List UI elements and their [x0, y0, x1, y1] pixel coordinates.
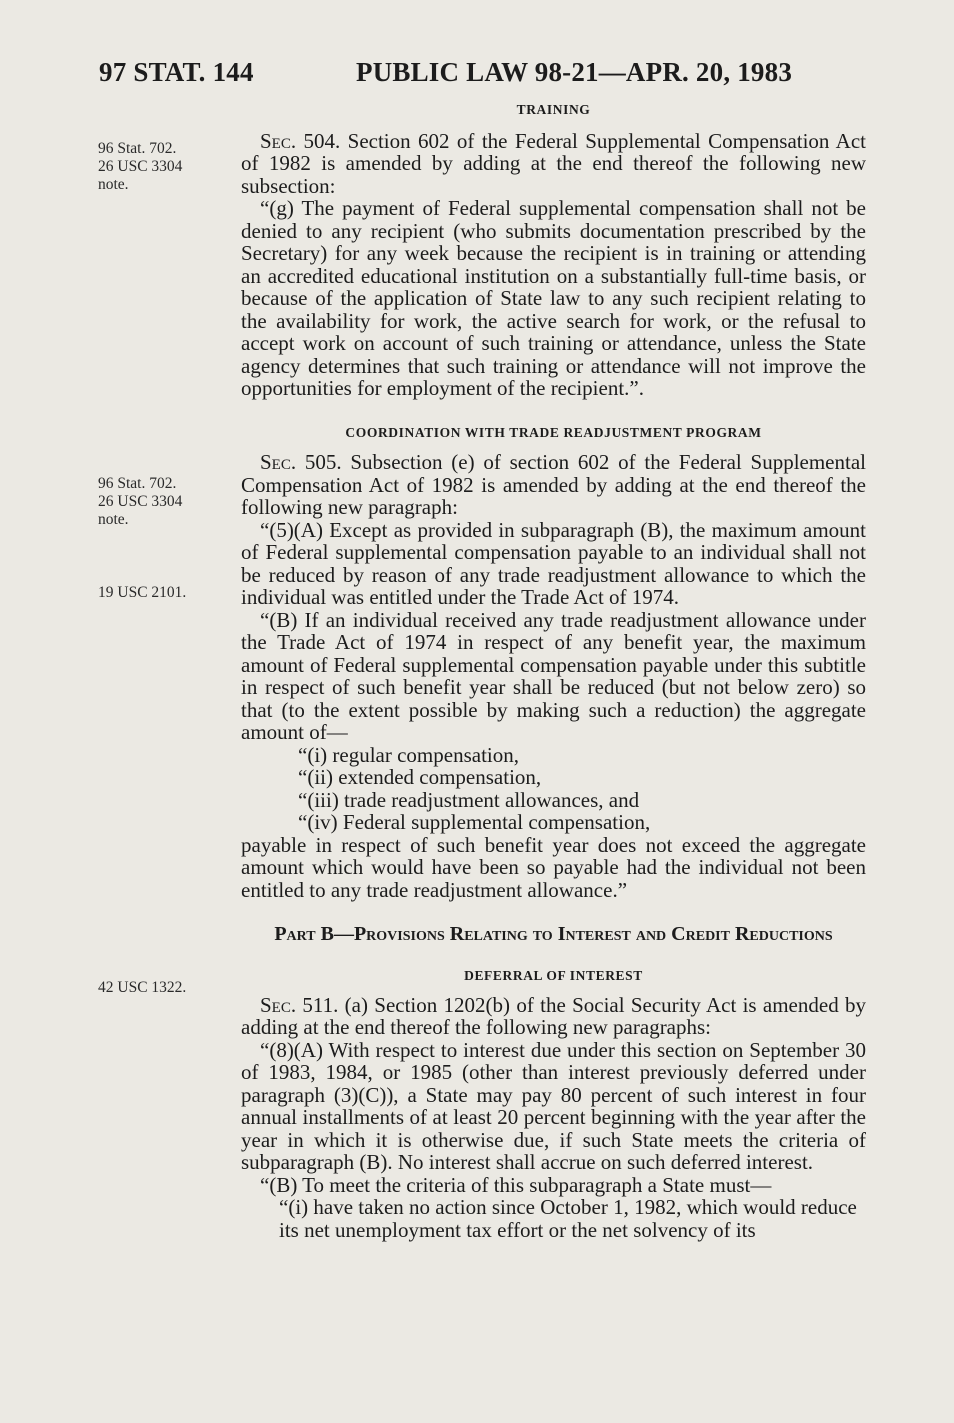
- sec-505-para-5a: “(5)(A) Except as provided in subparagraph (B), the maximum amount of Federal supplemental compensation payable to an individual shall not be reduced by reason of any trade readjustment allowance to which the individual was entitled under the Trade Act of 1974.: [241, 517, 866, 609]
- statute-body: [241, 99, 866, 1241]
- sec-511-intro: [241, 994, 866, 1039]
- sec-label: Sec.: [260, 128, 297, 153]
- list-item: “(i) regular compensation,: [298, 742, 519, 767]
- list-item: “(ii) extended compensation,: [298, 765, 542, 789]
- sec-505-closing: payable in respect of such benefit year does not exceed the aggregate amount which would have been so payable had the individual not been entitled to any trade readjustment allowance.”: [241, 832, 866, 902]
- margin-note-sec504: 96 Stat. 702. 26 USC 3304 note.: [98, 140, 183, 193]
- sec-504-subsection-g: “(g) The payment of Federal supplemental compensation shall not be denied to any recipient (who submits documentation prescribed by the Secretary) for any week because the recipient is in training or attending an accredited educational institution on a substantially full-time basis, or because of the application of State law to any such recipient relating to the availability for work, the active search for work, or the refusal to accept work on account of such training or attendance, unless the State agency determines that such training or attendance will not improve the opportunities for employment of the recipient.”.: [241, 196, 866, 400]
- sec-511-intro-text: 511. (a) Section 1202(b) of the Social Security Act is amended by adding at the end thereof the following new paragraphs:: [241, 992, 866, 1039]
- margin-note-sec511: 42 USC 1322.: [98, 979, 187, 996]
- list-item: “(iii) trade readjustment allowances, and: [298, 787, 640, 812]
- margin-note-sec505: 96 Stat. 702. 26 USC 3304 note.: [98, 475, 183, 528]
- section-heading-training: TRAINING: [516, 102, 591, 117]
- sec-505-intro: [241, 451, 866, 519]
- page-number-header: 97 STAT. 144: [99, 57, 254, 87]
- sec-511-item-i: “(i) have taken no action since October 1, 1982, which would reduce its net unemployment tax effort or the net solvency of its: [279, 1195, 857, 1242]
- sec-504-intro-text: 504. Section 602 of the Federal Supplemental Compensation Act of 1982 is amended by adding at the end thereof the following new subsection:: [241, 128, 866, 198]
- sec-label: Sec.: [260, 450, 297, 474]
- sec-505-para-5b: “(B) If an individual received any trade readjustment allowance under the Trade Act of 1974 in respect of any benefit year, the maximum amount of Federal supplemental compensation payable under this subtitle in respect of such benefit year shall be reduced (but not below zero) so that (to the extent possible by making such a reduction) the aggregate amount of—: [241, 607, 866, 744]
- running-title-header: PUBLIC LAW 98-21—APR. 20, 1983: [356, 57, 793, 87]
- sec-511-para-8b: “(B) To meet the criteria of this subparagraph a State must—: [260, 1172, 772, 1197]
- sec-label: Sec.: [260, 992, 297, 1017]
- sec-505-intro-text: 505. Subsection (e) of section 602 of the Federal Supplemental Compensation Act of 1982 is amended by adding at the end thereof the following new paragraph:: [241, 450, 866, 519]
- part-b-heading: Part B—Provisions Relating to Interest and Credit Reductions: [274, 923, 833, 945]
- sec-511-para-8a: “(8)(A) With respect to interest due under this section on September 30 of 1983, 1984, or 1985 (other than interest previously deferred under paragraph (3)(C)), a State may pay 80 percent of such interest in four annual installments of at least 20 percent beginning with the year after the year in which it is otherwise due, if such State meets the criteria of subparagraph (B). No interest shall accrue on such deferred interest.: [241, 1037, 866, 1174]
- margin-note-trade-act: 19 USC 2101.: [98, 584, 187, 601]
- section-heading-deferral: DEFERRAL OF INTEREST: [464, 968, 643, 983]
- section-heading-coordination: COORDINATION WITH TRADE READJUSTMENT PROGRAM: [345, 424, 762, 440]
- list-item: “(iv) Federal supplemental compensation,: [298, 810, 651, 834]
- sec-504-intro: [241, 130, 866, 198]
